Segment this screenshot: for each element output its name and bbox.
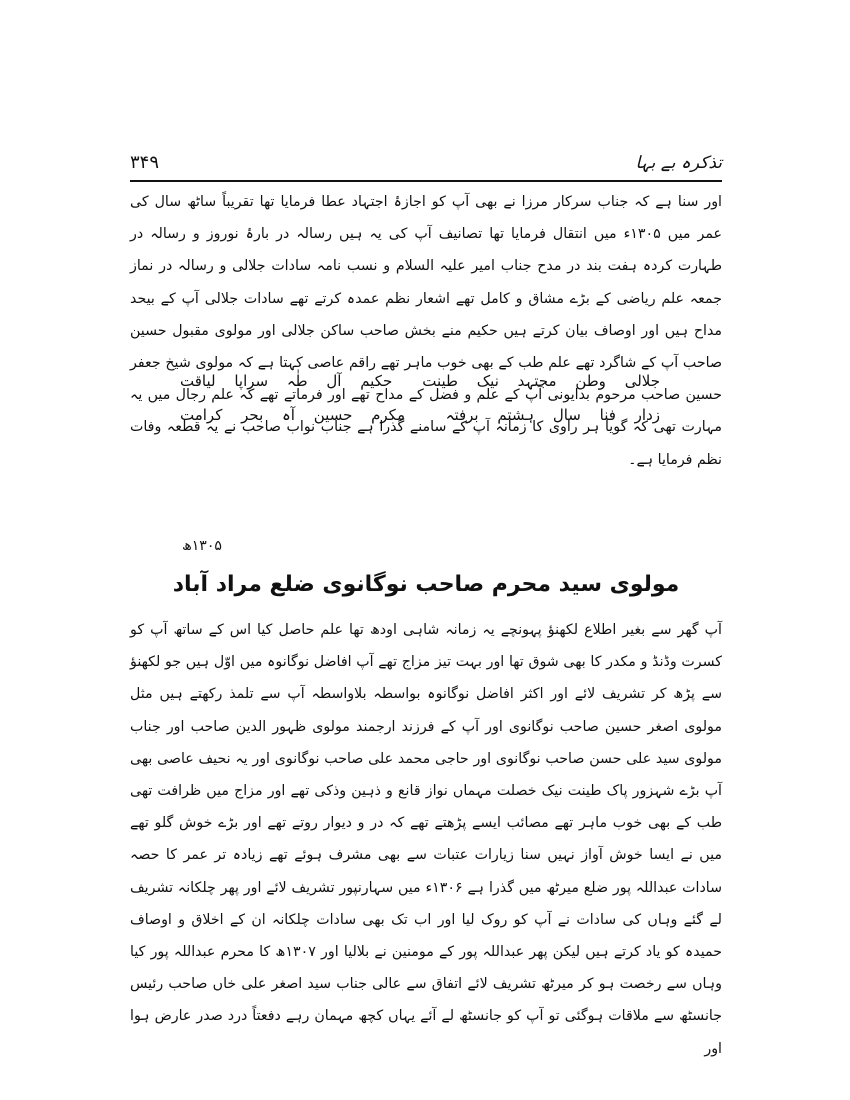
verse-line-1-first-hemistich: جلالی وطن مجتہد نیک طینت <box>422 372 660 390</box>
verse-line-1 <box>180 372 660 402</box>
body-paragraph-2: آپ گھر سے بغیر اطلاع لکھنؤ پہونچے یہ زمانہ شاہی اودھ تھا علم حاصل کیا اس کے ساتھ آپ کو کسرت وڈنڈ و مکدر کا بھی شوق تھا اور بہت تیز مزاج تھے آپ افاضل نوگانوہ میں اوّل ہیں جو لکھنؤ سے پڑھ کر تشریف لائے اور اکثر افاضل نوگانوہ بواسطہ بلاواسطہ آپ سے تلمذ رکھتے ہیں مثل مولوی اصغر حسین صاحب نوگانوی اور آپ کے فرزند ارجمند مولوی ظہور الدین صاحب اور جناب مولوی سید علی حسن صاحب نوگانوی اور حاجی محمد علی صاحب نوگانوی اور یہ نحیف عاصی بھی آپ بڑے شہزور پاک طینت نیک خصلت مہماں نواز قانع و ذہین وذکی تھے اور مزاج میں ظرافت تھی طب کے بھی خوب ماہر تھے مصائب ایسے پڑھتے تھے کہ در و دیوار روتے تھے اور بڑے خوش گلو تھے میں نے ایسا خوش آواز نہیں سنا زیارات عتبات سے بھی مشرف ہوئے تھے زیادہ تر عمر کا حصہ سادات عبداللہ پور ضلع میرٹھ میں گذرا ہے ۱۳۰۶ء میں سہارنپور تشریف لائے اور پھر چلکانہ تشریف لے گئے وہاں کی سادات نے آپ کو روک لیا اور اب تک بھی سادات چلکانہ ان کے اخلاق و اوصاف حمیدہ کو یاد کرتے ہیں لیکن پھر عبداللہ پور کے مومنین نے بلالیا اور ۱۳۰۷ھ کا محرم عبداللہ پور کیا وہاں سے رخصت ہو کر میرٹھ تشریف لائے اتفاق سے عالی جناب سید اصغر علی خاں صاحب رئیس جانسٹھ سے ملاقات ہوگئی تو آپ کو جانسٹھ لے آئے یہاں کچھ مہمان رہے دفعتاً درد صدر عارض ہوا اور <box>130 622 722 1057</box>
header-rule <box>130 180 722 182</box>
elegy-verse <box>180 372 660 436</box>
page-number: ۳۴۹ <box>130 152 160 173</box>
verse-line-2-first-hemistich: زدار فنا سال ہشتم برفتہ <box>445 406 660 424</box>
page-header <box>130 152 722 178</box>
body-paragraph-1: اور سنا ہے کہ جناب سرکار مرزا نے بھی آپ کو اجازۂ اجتہاد عطا فرمایا تھا تقریباً ساٹھ سال کی عمر میں ۱۳۰۵ء میں انتقال فرمایا تھا تصانیف آپ کی یہ ہیں رسالہ در بارۂ نوروز و رسالہ در طہارت کردہ ہفت بند در مدح جناب امیر علیہ السلام و نسب نامہ سادات جلالی و رسالہ در نماز جمعہ علم ریاضی کے بڑے مشاق و کامل تھے اشعار نظم عمدہ کرتے تھے سادات جلالی آپ کے بیحد مداح ہیں اور اوصاف بیان کرتے ہیں حکیم منے بخش صاحب ساکن جلالی اور مولوی مقبول حسین صاحب آپ کے شاگرد تھے علم طب کے بھی خوب ماہر تھے راقم عاصی کہتا ہے کہ مولوی شیخ جعفر حسین صاحب مرحوم بدایونی آپ کے علم و فضل کے مداح تھے اور فرماتے تھے کہ علم رجال میں یہ مہارت تھی کہ گویا ہر راوی کا زمانہ آپ کے سامنے گذرا ہے جناب نواب صاحب نے یہ قطعہ وفات نظم فرمایا ہے۔ <box>130 194 722 468</box>
section-heading: مولوی سید محرم صاحب نوگانوی ضلع مراد آباد <box>172 572 680 597</box>
chronogram-year: ۱۳۰۵ھ <box>182 538 222 554</box>
verse-line-2 <box>180 406 660 436</box>
verse-line-2-second-hemistich: مکرم حسین آہ بحر کرامت <box>180 406 405 424</box>
verse-line-1-second-hemistich: حکیم آل طٰہ سراپا لیاقت <box>180 372 393 390</box>
running-title: تذکرہ بے بہا <box>635 153 722 173</box>
